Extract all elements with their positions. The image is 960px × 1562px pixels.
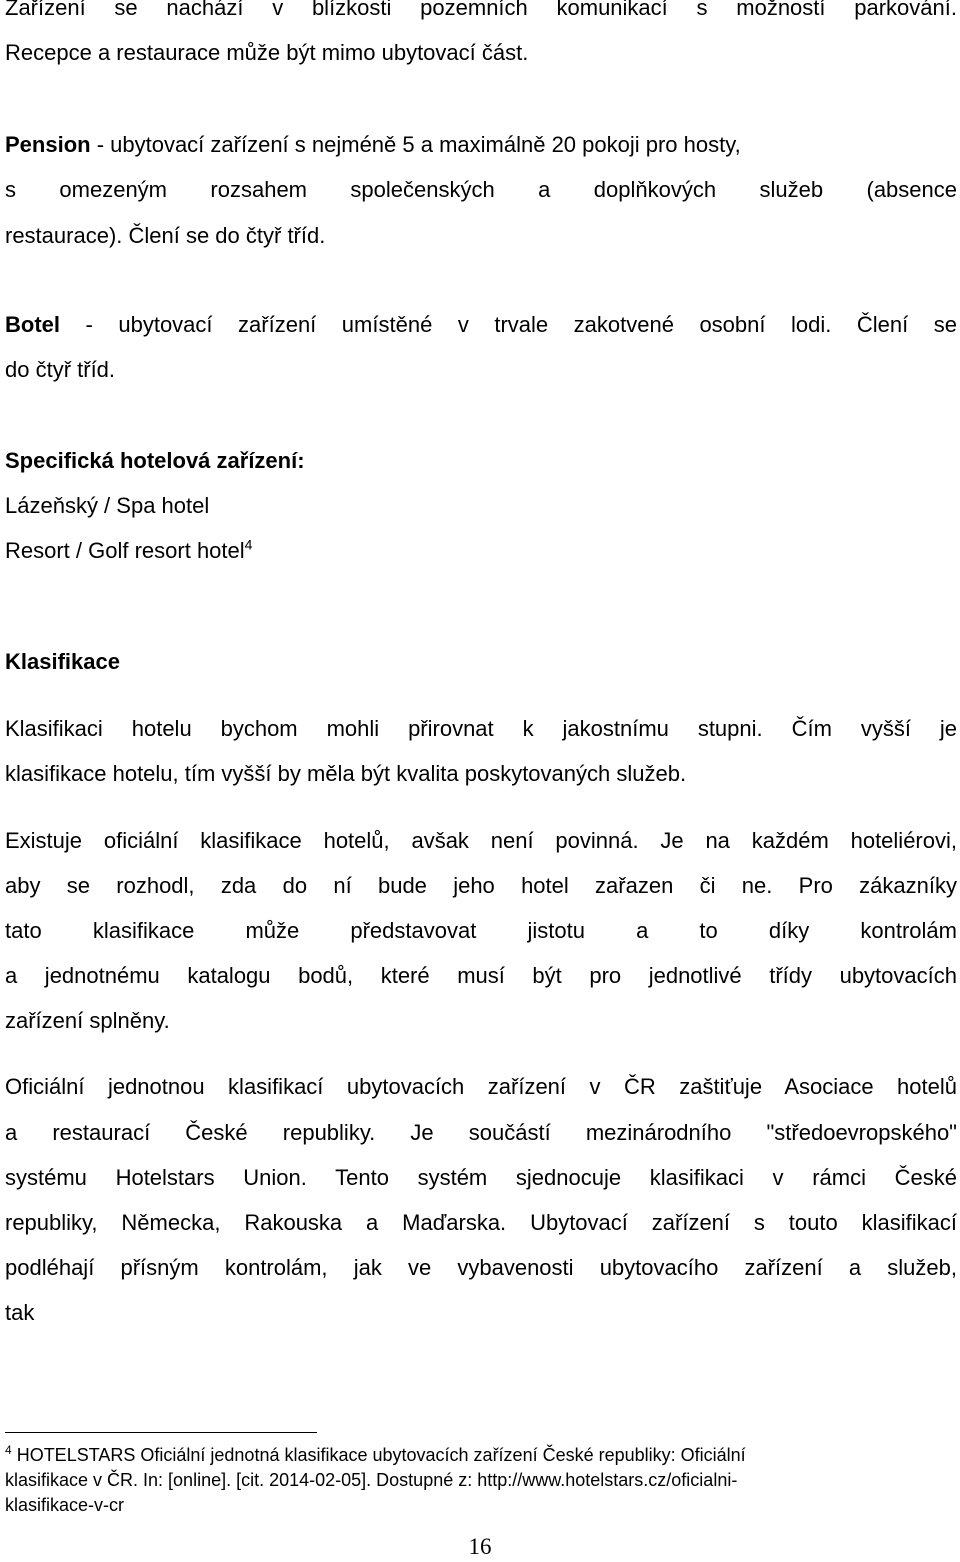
paragraph-line: restaurace). Člení se do čtyř tříd. xyxy=(5,223,326,248)
paragraph-line: Klasifikaci hotelu bychom mohli přirovnat k jakostnímu stupni. Čím vyšší je xyxy=(5,716,957,741)
footnote-reference: 4 xyxy=(244,536,253,553)
section-heading: Klasifikace xyxy=(5,649,120,674)
paragraph-line: Oficiální jednotnou klasifikací ubytovacích zařízení v ČR zaštiťuje Asociace hotelů xyxy=(5,1074,957,1099)
paragraph-line: zařízení splněny. xyxy=(5,1008,170,1033)
paragraph-line: Existuje oficiální klasifikace hotelů, avšak není povinná. Je na každém hoteliérovi, xyxy=(5,828,957,853)
footnote xyxy=(5,1442,957,1468)
paragraph-line: systému Hotelstars Union. Tento systém sjednocuje klasifikaci v rámci České xyxy=(5,1165,957,1190)
footnote-text: HOTELSTARS Oficiální jednotná klasifikace ubytovacích zařízení České republiky: Oficiální xyxy=(11,1445,746,1465)
page-number: 16 xyxy=(468,1534,492,1559)
paragraph-line: do čtyř tříd. xyxy=(5,357,116,382)
footnote-line: klasifikace-v-cr xyxy=(5,1495,125,1515)
paragraph-line: s omezeným rozsahem společenských a doplňkových služeb (absence xyxy=(5,177,957,202)
section-heading: Specifická hotelová zařízení: xyxy=(5,448,305,473)
term-pension: Pension xyxy=(5,132,91,157)
list-item: Lázeňský / Spa hotel xyxy=(5,493,210,518)
paragraph-line: klasifikace hotelu, tím vyšší by měla být kvalita poskytovaných služeb. xyxy=(5,761,687,786)
paragraph-line: a jednotnému katalogu bodů, které musí být pro jednotlivé třídy ubytovacích xyxy=(5,963,957,988)
paragraph-line: Recepce a restaurace může být mimo ubytovací část. xyxy=(5,40,529,65)
footnote-number: 4 xyxy=(5,1443,12,1457)
paragraph-line: Zařízení se nachází v blízkosti pozemních komunikací s možností parkování. xyxy=(5,0,957,20)
paragraph-line: aby se rozhodl, zda do ní bude jeho hotel zařazen či ne. Pro zákazníky xyxy=(5,873,957,898)
footnote-line: klasifikace v ČR. In: [online]. [cit. 2014-02-05]. Dostupné z: http://www.hotelstars.cz/oficialni- xyxy=(5,1470,738,1490)
paragraph-line: podléhají přísným kontrolám, jak ve vybavenosti ubytovacího zařízení a služeb, xyxy=(5,1255,957,1280)
paragraph-line xyxy=(5,130,957,160)
term-botel: Botel xyxy=(5,312,60,337)
term-definition: - ubytovací zařízení s nejméně 5 a maximálně 20 pokoji pro hosty, xyxy=(90,132,741,157)
paragraph-line xyxy=(5,310,957,340)
paragraph-line: tato klasifikace může představovat jistotu a to díky kontrolám xyxy=(5,918,957,943)
paragraph-line: republiky, Německa, Rakouska a Maďarska. Ubytovací zařízení s touto klasifikací xyxy=(5,1210,957,1235)
paragraph-line: a restaurací České republiky. Je součástí mezinárodního "středoevropského" xyxy=(5,1120,957,1145)
term-definition: - ubytovací zařízení umístěné v trvale zakotvené osobní lodi. Člení se xyxy=(60,312,957,337)
list-item xyxy=(5,536,957,566)
list-item-text: Resort / Golf resort hotel xyxy=(5,538,245,563)
paragraph-line: tak xyxy=(5,1300,35,1325)
footnote-separator xyxy=(5,1432,317,1433)
